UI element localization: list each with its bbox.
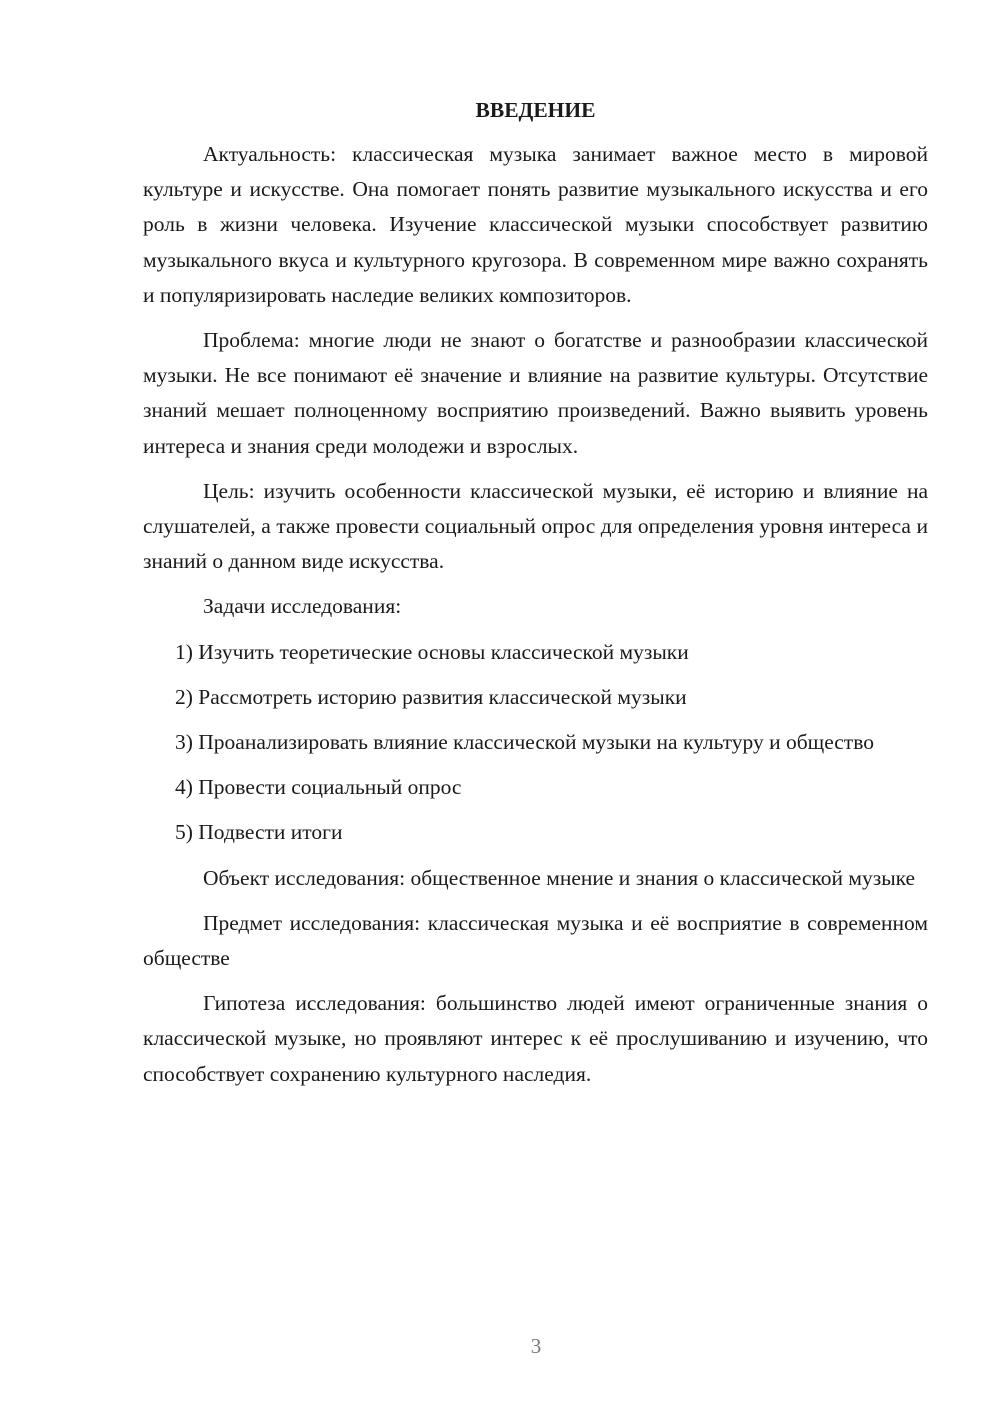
section-title: ВВЕДЕНИЕ	[475, 98, 596, 122]
paragraph-goal: Цель: изучить особенности классической музыки, её историю и влияние на слушателей, а также провести социальный опрос для определения уровня интереса и знаний о данном виде искусства.	[143, 478, 928, 574]
task-item-5: 5) Подвести итоги	[175, 820, 343, 845]
task-item-4: 4) Провести социальный опрос	[175, 775, 462, 800]
task-item-1: 1) Изучить теоретические основы классической музыки	[175, 639, 689, 664]
paragraph-subject: Предмет исследования: классическая музыка и её восприятие в современном обществе	[143, 910, 928, 971]
paragraph-relevance: Актуальность: классическая музыка занимает важное место в мировой культуре и искусстве. Она помогает понять развитие музыкального искусства и его роль в жизни человека. Изучение классической музыки способствует развитию музыкального вкуса и культурного кругозора. В современном мире важно сохранять и популяризировать наследие великих композиторов.	[143, 142, 928, 307]
document-body	[143, 95, 928, 1102]
tasks-heading: Задачи исследования:	[203, 594, 402, 619]
task-item-2: 2) Рассмотреть историю развития классической музыки	[175, 684, 687, 709]
task-item-3: 3) Проанализировать влияние классической музыки на культуру и общество	[175, 730, 874, 755]
page-number: 3	[530, 1334, 542, 1358]
paragraph-object: Объект исследования: общественное мнение и знания о классической музыке	[203, 865, 916, 890]
paragraph-hypothesis: Гипотеза исследования: большинство людей имеют ограниченные знания о классической музыке, но проявляют интерес к её прослушиванию и изучению, что способствует сохранению культурного наследия.	[143, 991, 928, 1086]
paragraph-problem: Проблема: многие люди не знают о богатстве и разнообразии классической музыки. Не все понимают её значение и влияние на развитие культуры. Отсутствие знаний мешает полноценному восприятию произведений. Важно выявить уровень интереса и знания среди молодежи и взрослых.	[143, 328, 928, 458]
